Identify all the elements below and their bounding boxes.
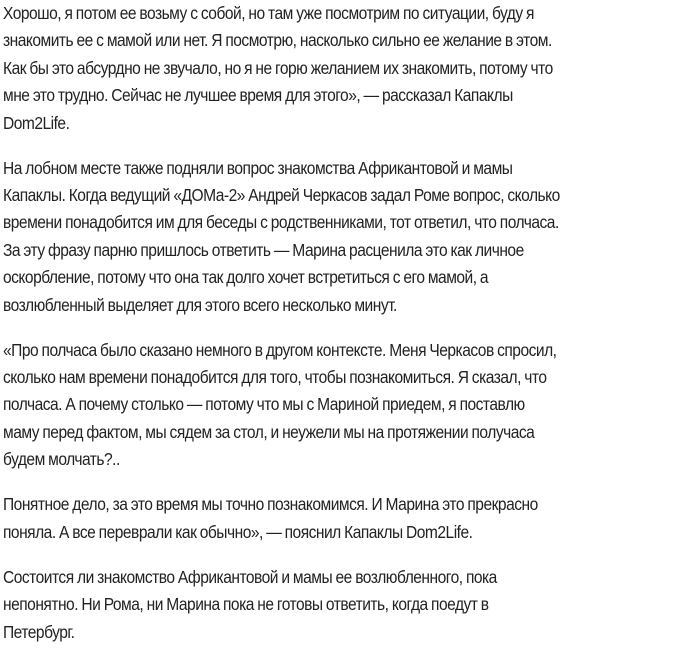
article-body (3, 0, 637, 664)
paragraph-line: возлюбленный выделяет для этого всего несколько минут. (3, 294, 397, 315)
paragraph-5 (3, 564, 637, 646)
paragraph-line: будем молчать?.. (3, 449, 120, 470)
paragraph-line: полчаса. А почему столько — потому что мы с Мариной приедем, я поставлю (3, 394, 525, 415)
paragraph-line: За эту фразу парню пришлось ответить — Марина расценила это как личное (3, 239, 524, 260)
paragraph-line: времени понадобится им для беседы с родственниками, тот ответил, что полчаса. (3, 212, 559, 233)
paragraph-line: Капаклы. Когда ведущий «ДОМа-2» Андрей Черкасов задал Роме вопрос, сколько (3, 185, 560, 206)
paragraph-line: поняла. А все переврали как обычно», — пояснил Капаклы Dom2Life. (3, 521, 473, 542)
paragraph-1 (3, 0, 637, 137)
paragraph-line: маму перед фактом, мы сядем за стол, и неужели мы на протяжении получаса (3, 421, 535, 442)
paragraph-line: На лобном месте также подняли вопрос знакомства Африкантовой и мамы (3, 157, 513, 178)
paragraph-line: Состоится ли знакомство Африкантовой и мамы ее возлюбленного, пока (3, 566, 497, 587)
paragraph-line: «Про полчаса было сказано немного в другом контексте. Меня Черкасов спросил, (3, 339, 557, 360)
paragraph-line: знакомить ее с мамой или нет. Я посмотрю, насколько сильно ее желание в этом. (3, 30, 552, 51)
paragraph-2 (3, 155, 637, 319)
paragraph-4 (3, 491, 637, 546)
paragraph-line: непонятно. Ни Рома, ни Марина пока не готовы ответить, когда поедут в (3, 594, 489, 615)
paragraph-line: мне это трудно. Сейчас не лучшее время для этого», — рассказал Капаклы (3, 85, 513, 106)
paragraph-line: Как бы это абсурдно не звучало, но я не горю желанием их знакомить, потому что (3, 57, 553, 78)
paragraph-line: Dom2Life. (3, 112, 70, 133)
paragraph-3-quote (3, 337, 637, 474)
paragraph-line: Понятное дело, за это время мы точно познакомимся. И Марина это прекрасно (3, 494, 538, 515)
paragraph-line: оскорбление, потому что она так долго хочет встретиться с его мамой, а (3, 267, 489, 288)
paragraph-line: Хорошо, я потом ее возьму с собой, но там уже посмотрим по ситуации, буду я (3, 3, 534, 23)
paragraph-line: Петербург. (3, 621, 75, 642)
paragraph-line: сколько нам времени понадобится для того, чтобы познакомиться. Я сказал, что (3, 367, 547, 388)
